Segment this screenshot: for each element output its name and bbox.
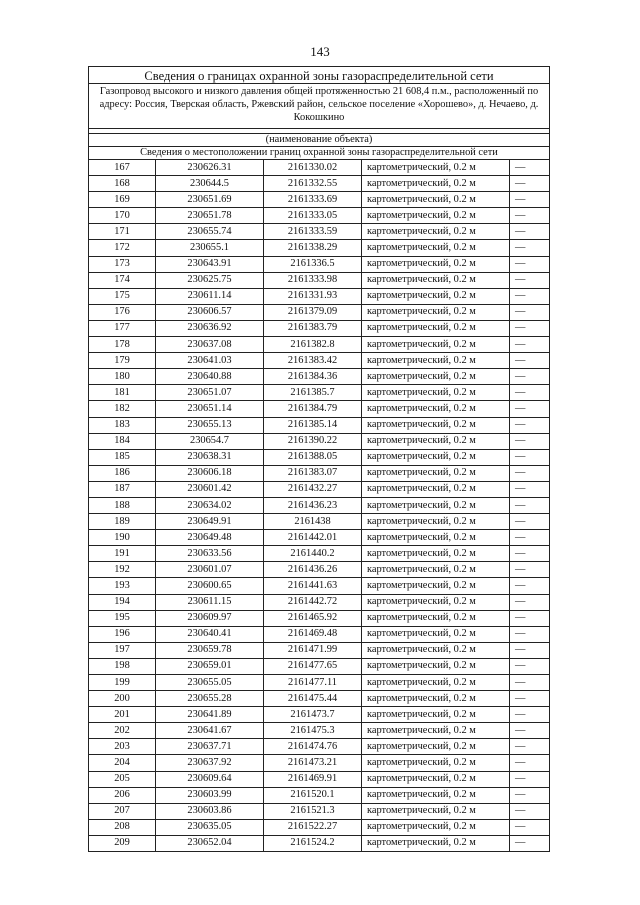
point-number-cell: 184	[89, 433, 156, 449]
precision-cell: —	[510, 594, 550, 610]
document-frame	[88, 66, 550, 852]
y-coordinate-cell: 2161385.14	[264, 417, 362, 433]
y-coordinate-cell: 2161442.72	[264, 594, 362, 610]
x-coordinate-cell: 230643.91	[156, 256, 264, 272]
table-row	[89, 304, 549, 320]
point-number-cell: 191	[89, 546, 156, 562]
x-coordinate-cell: 230655.1	[156, 240, 264, 256]
y-coordinate-cell: 2161442.01	[264, 530, 362, 546]
point-number-cell: 203	[89, 739, 156, 755]
precision-cell: —	[510, 610, 550, 626]
point-number-cell: 206	[89, 787, 156, 803]
point-number-cell: 188	[89, 497, 156, 513]
point-number-cell: 207	[89, 803, 156, 819]
precision-cell: —	[510, 578, 550, 594]
y-coordinate-cell: 2161475.44	[264, 691, 362, 707]
precision-cell: —	[510, 401, 550, 417]
method-cell: картометрический, 0.2 м	[362, 272, 510, 288]
precision-cell: —	[510, 497, 550, 513]
x-coordinate-cell: 230651.78	[156, 208, 264, 224]
method-cell: картометрический, 0.2 м	[362, 707, 510, 723]
method-cell: картометрический, 0.2 м	[362, 192, 510, 208]
precision-cell: —	[510, 272, 550, 288]
method-cell: картометрический, 0.2 м	[362, 208, 510, 224]
y-coordinate-cell: 2161440.2	[264, 546, 362, 562]
precision-cell: —	[510, 546, 550, 562]
coordinates-table	[89, 159, 549, 851]
point-number-cell: 176	[89, 304, 156, 320]
point-number-cell: 177	[89, 320, 156, 336]
method-cell: картометрический, 0.2 м	[362, 337, 510, 353]
y-coordinate-cell: 2161521.3	[264, 803, 362, 819]
precision-cell: —	[510, 675, 550, 691]
precision-cell: —	[510, 192, 550, 208]
x-coordinate-cell: 230637.92	[156, 755, 264, 771]
y-coordinate-cell: 2161336.5	[264, 256, 362, 272]
point-number-cell: 198	[89, 658, 156, 674]
y-coordinate-cell: 2161473.21	[264, 755, 362, 771]
method-cell: картометрический, 0.2 м	[362, 819, 510, 835]
method-cell: картометрический, 0.2 м	[362, 433, 510, 449]
point-number-cell: 197	[89, 642, 156, 658]
y-coordinate-cell: 2161384.79	[264, 401, 362, 417]
method-cell: картометрический, 0.2 м	[362, 497, 510, 513]
precision-cell: —	[510, 835, 550, 851]
x-coordinate-cell: 230652.04	[156, 835, 264, 851]
x-coordinate-cell: 230626.31	[156, 160, 264, 176]
x-coordinate-cell: 230601.42	[156, 481, 264, 497]
y-coordinate-cell: 2161332.55	[264, 176, 362, 192]
precision-cell: —	[510, 723, 550, 739]
table-row	[89, 578, 549, 594]
x-coordinate-cell: 230611.14	[156, 288, 264, 304]
x-coordinate-cell: 230606.18	[156, 465, 264, 481]
x-coordinate-cell: 230611.15	[156, 594, 264, 610]
point-number-cell: 208	[89, 819, 156, 835]
y-coordinate-cell: 2161384.36	[264, 369, 362, 385]
page-number: 143	[310, 44, 330, 59]
precision-cell: —	[510, 707, 550, 723]
table-row	[89, 610, 549, 626]
x-coordinate-cell: 230651.14	[156, 401, 264, 417]
method-cell: картометрический, 0.2 м	[362, 481, 510, 497]
table-row	[89, 160, 549, 176]
object-name-caption: (наименование объекта)	[89, 133, 549, 146]
point-number-cell: 178	[89, 337, 156, 353]
point-number-cell: 204	[89, 755, 156, 771]
method-cell: картометрический, 0.2 м	[362, 787, 510, 803]
y-coordinate-cell: 2161477.65	[264, 658, 362, 674]
table-row	[89, 288, 549, 304]
x-coordinate-cell: 230651.69	[156, 192, 264, 208]
table-row	[89, 723, 549, 739]
y-coordinate-cell: 2161383.79	[264, 320, 362, 336]
section-title: Сведения о границах охранной зоны газораспределительной сети	[144, 69, 494, 83]
table-row	[89, 739, 549, 755]
y-coordinate-cell: 2161469.91	[264, 771, 362, 787]
point-number-cell: 167	[89, 160, 156, 176]
point-number-cell: 171	[89, 224, 156, 240]
table-row	[89, 481, 549, 497]
point-number-cell: 175	[89, 288, 156, 304]
precision-cell: —	[510, 739, 550, 755]
table-row	[89, 353, 549, 369]
y-coordinate-cell: 2161331.93	[264, 288, 362, 304]
table-row	[89, 433, 549, 449]
point-number-cell: 173	[89, 256, 156, 272]
precision-cell: —	[510, 562, 550, 578]
precision-cell: —	[510, 337, 550, 353]
point-number-cell: 170	[89, 208, 156, 224]
precision-cell: —	[510, 658, 550, 674]
x-coordinate-cell: 230651.07	[156, 385, 264, 401]
table-row	[89, 337, 549, 353]
method-cell: картометрический, 0.2 м	[362, 514, 510, 530]
precision-cell: —	[510, 176, 550, 192]
table-row	[89, 707, 549, 723]
method-cell: картометрический, 0.2 м	[362, 658, 510, 674]
point-number-cell: 169	[89, 192, 156, 208]
method-cell: картометрический, 0.2 м	[362, 240, 510, 256]
y-coordinate-cell: 2161385.7	[264, 385, 362, 401]
y-coordinate-cell: 2161333.98	[264, 272, 362, 288]
precision-cell: —	[510, 626, 550, 642]
y-coordinate-cell: 2161383.42	[264, 353, 362, 369]
precision-cell: —	[510, 160, 550, 176]
y-coordinate-cell: 2161436.23	[264, 497, 362, 513]
method-cell: картометрический, 0.2 м	[362, 626, 510, 642]
table-row	[89, 514, 549, 530]
x-coordinate-cell: 230603.99	[156, 787, 264, 803]
point-number-cell: 209	[89, 835, 156, 851]
method-cell: картометрический, 0.2 м	[362, 256, 510, 272]
point-number-cell: 200	[89, 691, 156, 707]
x-coordinate-cell: 230634.02	[156, 497, 264, 513]
table-row	[89, 385, 549, 401]
precision-cell: —	[510, 691, 550, 707]
point-number-cell: 185	[89, 449, 156, 465]
x-coordinate-cell: 230633.56	[156, 546, 264, 562]
table-row	[89, 417, 549, 433]
point-number-cell: 183	[89, 417, 156, 433]
method-cell: картометрический, 0.2 м	[362, 320, 510, 336]
precision-cell: —	[510, 481, 550, 497]
table-row	[89, 675, 549, 691]
x-coordinate-cell: 230625.75	[156, 272, 264, 288]
table-row	[89, 771, 549, 787]
table-row	[89, 497, 549, 513]
y-coordinate-cell: 2161477.11	[264, 675, 362, 691]
point-number-cell: 193	[89, 578, 156, 594]
y-coordinate-cell: 2161383.07	[264, 465, 362, 481]
point-number-cell: 182	[89, 401, 156, 417]
x-coordinate-cell: 230655.28	[156, 691, 264, 707]
location-subtitle: Сведения о местоположении границ охранной зоны газораспределительной сети	[89, 146, 549, 159]
precision-cell: —	[510, 803, 550, 819]
x-coordinate-cell: 230659.01	[156, 658, 264, 674]
table-row	[89, 176, 549, 192]
x-coordinate-cell: 230644.5	[156, 176, 264, 192]
table-row	[89, 546, 549, 562]
y-coordinate-cell: 2161382.8	[264, 337, 362, 353]
y-coordinate-cell: 2161469.48	[264, 626, 362, 642]
method-cell: картометрический, 0.2 м	[362, 465, 510, 481]
precision-cell: —	[510, 304, 550, 320]
y-coordinate-cell: 2161379.09	[264, 304, 362, 320]
table-row	[89, 224, 549, 240]
table-row	[89, 835, 549, 851]
precision-cell: —	[510, 449, 550, 465]
y-coordinate-cell: 2161474.76	[264, 739, 362, 755]
table-row	[89, 594, 549, 610]
table-row	[89, 691, 549, 707]
y-coordinate-cell: 2161436.26	[264, 562, 362, 578]
table-row	[89, 401, 549, 417]
y-coordinate-cell: 2161520.1	[264, 787, 362, 803]
y-coordinate-cell: 2161333.69	[264, 192, 362, 208]
precision-cell: —	[510, 755, 550, 771]
precision-cell: —	[510, 320, 550, 336]
x-coordinate-cell: 230601.07	[156, 562, 264, 578]
point-number-cell: 194	[89, 594, 156, 610]
point-number-cell: 202	[89, 723, 156, 739]
point-number-cell: 168	[89, 176, 156, 192]
x-coordinate-cell: 230649.91	[156, 514, 264, 530]
table-row	[89, 626, 549, 642]
point-number-cell: 180	[89, 369, 156, 385]
method-cell: картометрический, 0.2 м	[362, 578, 510, 594]
point-number-cell: 205	[89, 771, 156, 787]
precision-cell: —	[510, 771, 550, 787]
method-cell: картометрический, 0.2 м	[362, 176, 510, 192]
x-coordinate-cell: 230637.08	[156, 337, 264, 353]
object-description: Газопровод высокого и низкого давления общей протяженностью 21 608,4 п.м., расположенный по адресу: Россия, Тверская область, Ржевский район, сельское поселение «Хорошево», д. Нечаево, д. Кокошкино	[89, 83, 549, 128]
y-coordinate-cell: 2161390.22	[264, 433, 362, 449]
point-number-cell: 199	[89, 675, 156, 691]
table-row	[89, 369, 549, 385]
method-cell: картометрический, 0.2 м	[362, 449, 510, 465]
method-cell: картометрический, 0.2 м	[362, 723, 510, 739]
method-cell: картометрический, 0.2 м	[362, 642, 510, 658]
y-coordinate-cell: 2161388.05	[264, 449, 362, 465]
table-row	[89, 192, 549, 208]
y-coordinate-cell: 2161432.27	[264, 481, 362, 497]
x-coordinate-cell: 230655.13	[156, 417, 264, 433]
method-cell: картометрический, 0.2 м	[362, 771, 510, 787]
point-number-cell: 190	[89, 530, 156, 546]
method-cell: картометрический, 0.2 м	[362, 353, 510, 369]
precision-cell: —	[510, 530, 550, 546]
table-row	[89, 465, 549, 481]
point-number-cell: 186	[89, 465, 156, 481]
y-coordinate-cell: 2161475.3	[264, 723, 362, 739]
table-row	[89, 256, 549, 272]
method-cell: картометрический, 0.2 м	[362, 401, 510, 417]
x-coordinate-cell: 230638.31	[156, 449, 264, 465]
point-number-cell: 195	[89, 610, 156, 626]
table-row	[89, 658, 549, 674]
table-row	[89, 642, 549, 658]
precision-cell: —	[510, 288, 550, 304]
coordinates-table-body	[89, 160, 549, 852]
x-coordinate-cell: 230635.05	[156, 819, 264, 835]
table-row	[89, 819, 549, 835]
precision-cell: —	[510, 465, 550, 481]
table-row	[89, 530, 549, 546]
table-row	[89, 562, 549, 578]
method-cell: картометрический, 0.2 м	[362, 594, 510, 610]
y-coordinate-cell: 2161330.02	[264, 160, 362, 176]
point-number-cell: 187	[89, 481, 156, 497]
x-coordinate-cell: 230636.92	[156, 320, 264, 336]
table-row	[89, 208, 549, 224]
precision-cell: —	[510, 369, 550, 385]
y-coordinate-cell: 2161441.63	[264, 578, 362, 594]
y-coordinate-cell: 2161438	[264, 514, 362, 530]
precision-cell: —	[510, 514, 550, 530]
method-cell: картометрический, 0.2 м	[362, 755, 510, 771]
table-row	[89, 787, 549, 803]
x-coordinate-cell: 230641.89	[156, 707, 264, 723]
method-cell: картометрический, 0.2 м	[362, 675, 510, 691]
method-cell: картометрический, 0.2 м	[362, 739, 510, 755]
table-row	[89, 449, 549, 465]
y-coordinate-cell: 2161333.59	[264, 224, 362, 240]
precision-cell: —	[510, 208, 550, 224]
precision-cell: —	[510, 240, 550, 256]
x-coordinate-cell: 230655.74	[156, 224, 264, 240]
point-number-cell: 181	[89, 385, 156, 401]
precision-cell: —	[510, 819, 550, 835]
method-cell: картометрический, 0.2 м	[362, 417, 510, 433]
point-number-cell: 192	[89, 562, 156, 578]
precision-cell: —	[510, 256, 550, 272]
method-cell: картометрический, 0.2 м	[362, 530, 510, 546]
precision-cell: —	[510, 385, 550, 401]
method-cell: картометрический, 0.2 м	[362, 610, 510, 626]
point-number-cell: 172	[89, 240, 156, 256]
table-row	[89, 803, 549, 819]
point-number-cell: 196	[89, 626, 156, 642]
y-coordinate-cell: 2161522.27	[264, 819, 362, 835]
table-row	[89, 755, 549, 771]
method-cell: картометрический, 0.2 м	[362, 546, 510, 562]
method-cell: картометрический, 0.2 м	[362, 803, 510, 819]
table-row	[89, 320, 549, 336]
precision-cell: —	[510, 787, 550, 803]
method-cell: картометрический, 0.2 м	[362, 304, 510, 320]
y-coordinate-cell: 2161473.7	[264, 707, 362, 723]
x-coordinate-cell: 230609.97	[156, 610, 264, 626]
x-coordinate-cell: 230649.48	[156, 530, 264, 546]
x-coordinate-cell: 230654.7	[156, 433, 264, 449]
x-coordinate-cell: 230640.41	[156, 626, 264, 642]
x-coordinate-cell: 230641.67	[156, 723, 264, 739]
y-coordinate-cell: 2161338.29	[264, 240, 362, 256]
table-row	[89, 272, 549, 288]
method-cell: картометрический, 0.2 м	[362, 369, 510, 385]
method-cell: картометрический, 0.2 м	[362, 288, 510, 304]
precision-cell: —	[510, 417, 550, 433]
method-cell: картометрический, 0.2 м	[362, 835, 510, 851]
method-cell: картометрический, 0.2 м	[362, 224, 510, 240]
point-number-cell: 174	[89, 272, 156, 288]
x-coordinate-cell: 230641.03	[156, 353, 264, 369]
point-number-cell: 179	[89, 353, 156, 369]
x-coordinate-cell: 230600.65	[156, 578, 264, 594]
x-coordinate-cell: 230655.05	[156, 675, 264, 691]
method-cell: картометрический, 0.2 м	[362, 160, 510, 176]
x-coordinate-cell: 230609.64	[156, 771, 264, 787]
method-cell: картометрический, 0.2 м	[362, 562, 510, 578]
y-coordinate-cell: 2161465.92	[264, 610, 362, 626]
precision-cell: —	[510, 353, 550, 369]
precision-cell: —	[510, 224, 550, 240]
method-cell: картометрический, 0.2 м	[362, 385, 510, 401]
x-coordinate-cell: 230659.78	[156, 642, 264, 658]
precision-cell: —	[510, 642, 550, 658]
point-number-cell: 201	[89, 707, 156, 723]
y-coordinate-cell: 2161524.2	[264, 835, 362, 851]
x-coordinate-cell: 230606.57	[156, 304, 264, 320]
precision-cell: —	[510, 433, 550, 449]
point-number-cell: 189	[89, 514, 156, 530]
table-row	[89, 240, 549, 256]
x-coordinate-cell: 230640.88	[156, 369, 264, 385]
method-cell: картометрический, 0.2 м	[362, 691, 510, 707]
y-coordinate-cell: 2161333.05	[264, 208, 362, 224]
x-coordinate-cell: 230603.86	[156, 803, 264, 819]
x-coordinate-cell: 230637.71	[156, 739, 264, 755]
y-coordinate-cell: 2161471.99	[264, 642, 362, 658]
